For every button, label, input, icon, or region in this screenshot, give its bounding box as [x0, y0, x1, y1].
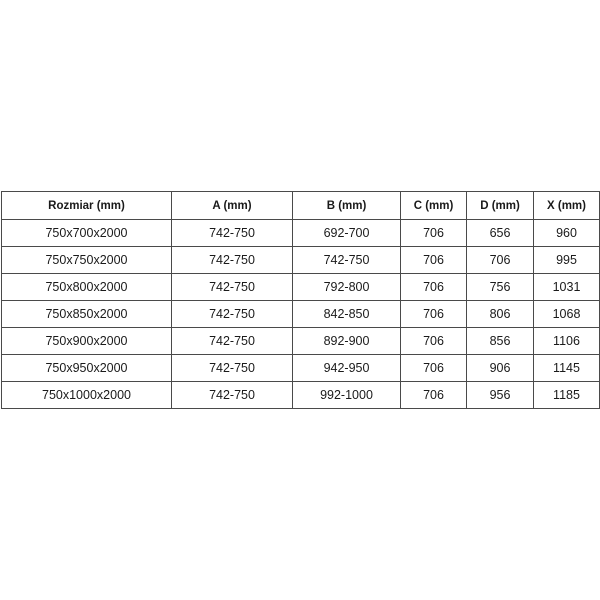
- table-row: [2, 328, 600, 355]
- cell-b: 842-850: [293, 301, 401, 328]
- cell-x: 995: [534, 247, 600, 274]
- cell-size: 750x850x2000: [2, 301, 172, 328]
- cell-d: 756: [467, 274, 534, 301]
- cell-x: 1068: [534, 301, 600, 328]
- table-header-row: [2, 192, 600, 220]
- cell-d: 656: [467, 220, 534, 247]
- cell-d: 906: [467, 355, 534, 382]
- header-a: A (mm): [172, 192, 293, 220]
- table-row: [2, 247, 600, 274]
- cell-b: 792-800: [293, 274, 401, 301]
- header-c: C (mm): [401, 192, 467, 220]
- cell-d: 956: [467, 382, 534, 409]
- cell-b: 992-1000: [293, 382, 401, 409]
- cell-size: 750x700x2000: [2, 220, 172, 247]
- cell-x: 1145: [534, 355, 600, 382]
- cell-x: 1106: [534, 328, 600, 355]
- cell-a: 742-750: [172, 301, 293, 328]
- cell-size: 750x1000x2000: [2, 382, 172, 409]
- cell-a: 742-750: [172, 328, 293, 355]
- cell-x: 1031: [534, 274, 600, 301]
- cell-c: 706: [401, 247, 467, 274]
- table-row: [2, 274, 600, 301]
- table-row: [2, 355, 600, 382]
- table-row: [2, 301, 600, 328]
- cell-b: 742-750: [293, 247, 401, 274]
- cell-size: 750x950x2000: [2, 355, 172, 382]
- cell-x: 1185: [534, 382, 600, 409]
- cell-x: 960: [534, 220, 600, 247]
- cell-c: 706: [401, 274, 467, 301]
- dimensions-table-container: [1, 191, 599, 409]
- cell-size: 750x900x2000: [2, 328, 172, 355]
- cell-a: 742-750: [172, 247, 293, 274]
- cell-a: 742-750: [172, 220, 293, 247]
- cell-a: 742-750: [172, 274, 293, 301]
- cell-d: 706: [467, 247, 534, 274]
- dimensions-table: [1, 191, 600, 409]
- cell-a: 742-750: [172, 382, 293, 409]
- table-row: [2, 382, 600, 409]
- table-row: [2, 220, 600, 247]
- cell-b: 892-900: [293, 328, 401, 355]
- cell-c: 706: [401, 220, 467, 247]
- cell-a: 742-750: [172, 355, 293, 382]
- cell-d: 806: [467, 301, 534, 328]
- cell-c: 706: [401, 301, 467, 328]
- cell-size: 750x800x2000: [2, 274, 172, 301]
- cell-size: 750x750x2000: [2, 247, 172, 274]
- header-d: D (mm): [467, 192, 534, 220]
- cell-c: 706: [401, 382, 467, 409]
- header-x: X (mm): [534, 192, 600, 220]
- cell-b: 942-950: [293, 355, 401, 382]
- cell-b: 692-700: [293, 220, 401, 247]
- cell-c: 706: [401, 355, 467, 382]
- header-b: B (mm): [293, 192, 401, 220]
- cell-c: 706: [401, 328, 467, 355]
- cell-d: 856: [467, 328, 534, 355]
- header-size: Rozmiar (mm): [2, 192, 172, 220]
